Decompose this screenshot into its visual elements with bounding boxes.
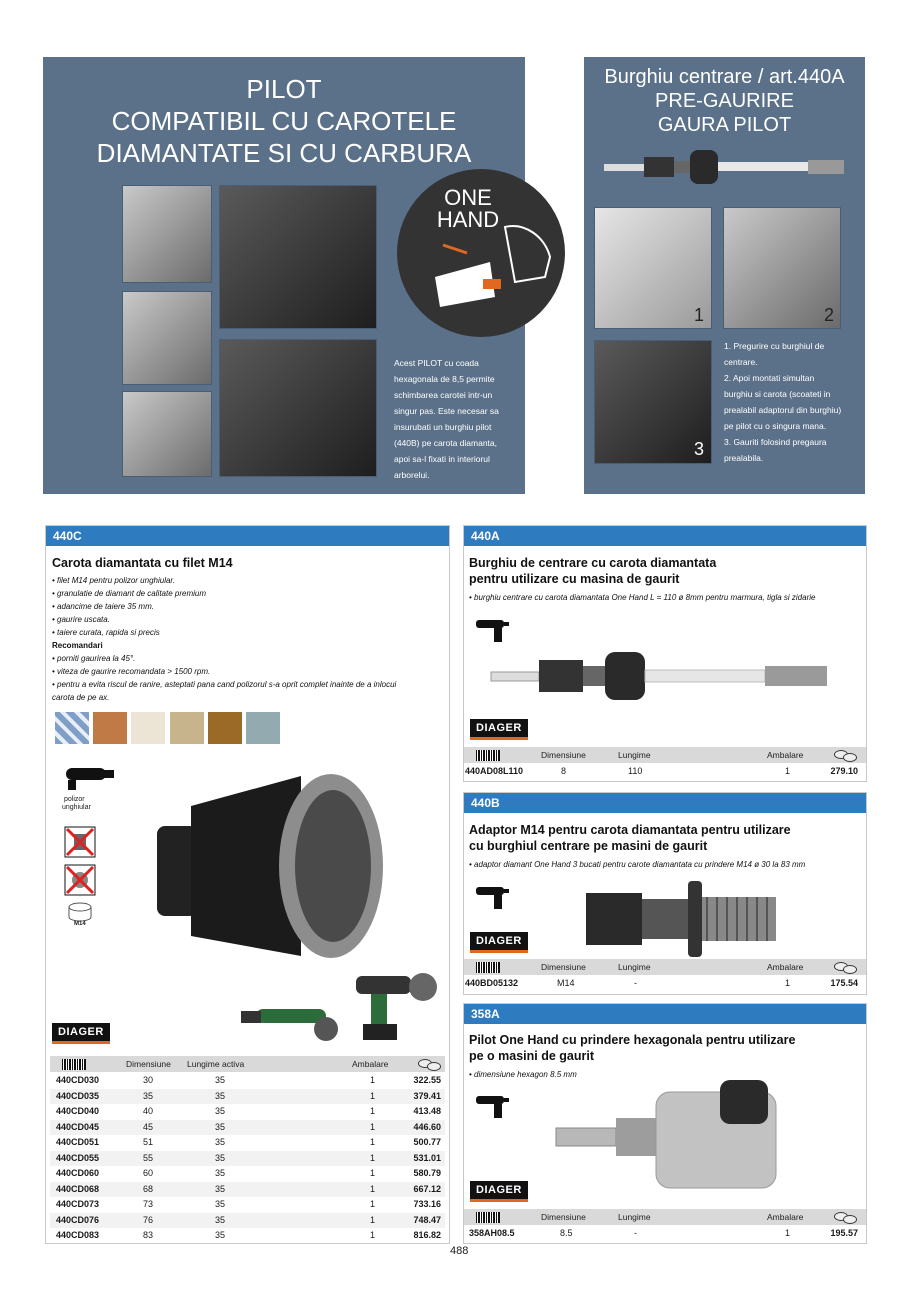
coins-icon xyxy=(834,1212,856,1222)
centering-drill-image-440a xyxy=(489,646,849,706)
material-swatch-2 xyxy=(93,712,127,744)
recommendations-title: Recomandari xyxy=(52,641,103,650)
m14-label: M14 xyxy=(74,921,86,927)
grinder-tool-image xyxy=(236,991,346,1046)
product-title-358a-2: pe o masini de gaurit xyxy=(469,1049,595,1063)
photo-hand-3 xyxy=(122,391,212,477)
table-header-440a: Dimensiune Lungime Ambalare xyxy=(464,747,866,763)
no-percussion-icon xyxy=(64,864,96,896)
material-swatch-5 xyxy=(208,712,242,744)
drill-icon-440b xyxy=(474,883,510,913)
coins-icon xyxy=(834,962,856,972)
table-row: 440CD055 55 35 1 531.01 xyxy=(50,1151,445,1166)
section-code-440b: 440B xyxy=(464,793,866,813)
centering-drill-image xyxy=(602,147,850,187)
pilot-title-2: COMPATIBIL CU CAROTELE xyxy=(111,106,457,136)
product-title-440c: Carota diamantata cu filet M14 xyxy=(52,556,233,570)
table-header-440c: Dimensiune Lungime activa Ambalare xyxy=(50,1056,445,1072)
centering-title-3: GAURA PILOT xyxy=(657,114,792,136)
product-feature-440b: • adaptor diamant One Hand 3 bucati pentru carote diamantata cu prindere M14 ø 30 la 83 mm xyxy=(469,860,806,869)
one-hand-text-1: ONE xyxy=(444,185,492,210)
section-440a xyxy=(463,525,867,782)
section-440c xyxy=(45,525,450,1244)
table-header-440b: Dimensiune Lungime Ambalare xyxy=(464,959,866,975)
photo-chuck-2 xyxy=(219,339,377,477)
photo-hand-2 xyxy=(122,291,212,385)
table-row: 440CD035 35 35 1 379.41 xyxy=(50,1089,445,1104)
product-title-440b-1: Adaptor M14 pentru carota diamantata pentru utilizare xyxy=(469,823,791,837)
table-row: 440CD040 40 35 1 413.48 xyxy=(56,1106,441,1116)
product-feature-358a: • dimensiune hexagon 8.5 mm xyxy=(469,1070,577,1079)
table-row: 440CD068 68 35 1 667.12 xyxy=(50,1182,445,1197)
core-bit-image-440c xyxy=(151,766,391,966)
pilot-title-3: DIAMANTATE SI CU CARBURA xyxy=(96,138,472,168)
product-features-440c: • filet M14 pentru polizor unghiular. • granulatie de diamant de calitate premium • adancime de taiere 35 mm. • gaurire uscata. • taiere curata, rapida si precis Recomandari • porniti gaurirea la 45°. • viteza de gaurire recomandata > 1500 rpm. • pentru a evita riscul de ranire, asteptati pana cand polizorul s-a oprit complet inainte de a inlocui carota de pe ax. xyxy=(52,576,397,702)
product-title-440b-2: cu burghiul centrare pe masini de gaurit xyxy=(469,839,708,853)
centering-title-1: Burghiu centrare / art.440A xyxy=(604,66,845,88)
product-title-440a-2: pentru utilizare cu masina de gaurit xyxy=(469,572,680,586)
barcode-icon xyxy=(476,962,500,973)
drill-icon-440a xyxy=(474,616,510,646)
drill-tool-image xyxy=(351,971,441,1046)
material-swatch-1 xyxy=(55,712,89,744)
grinder-label-2: unghiular xyxy=(62,804,91,811)
page-number: 488 xyxy=(450,1245,469,1257)
table-row: 440CD060 60 35 1 580.79 xyxy=(56,1168,441,1178)
barcode-icon xyxy=(476,750,500,761)
adapter-image-440b xyxy=(582,879,782,959)
table-row: 358AH08.5 8.5 - 1 195.57 xyxy=(469,1228,858,1238)
table-row: 440CD073 73 35 1 733.16 xyxy=(56,1199,441,1209)
grinder-label-1: polizor xyxy=(64,796,85,803)
section-358a xyxy=(463,1003,867,1244)
m14-thread-icon xyxy=(66,901,94,923)
material-swatch-3 xyxy=(131,712,165,744)
diager-logo-440c: DIAGER xyxy=(52,1023,110,1044)
step-number-3: 3 xyxy=(694,439,705,459)
pilot-image-358a xyxy=(552,1078,800,1198)
product-title-440a-1: Burghiu de centrare cu carota diamantata xyxy=(469,556,717,570)
photo-chuck-1 xyxy=(219,185,377,329)
barcode-icon xyxy=(476,1212,500,1223)
centering-steps: 1. Pregurire cu burghiul de centrare. 2. Apoi montati simultan burghiu si carota (scoateti in prealabil adaptorul din burghiu) pe pilot cu o singura mana. 3. Gauriti folosind pregaura prealabila. xyxy=(724,341,842,463)
table-row: 440BD05132 M14 - 1 175.54 xyxy=(465,978,858,988)
step-number-2: 2 xyxy=(824,305,835,325)
diager-logo-440b: DIAGER xyxy=(470,932,528,953)
coins-icon xyxy=(834,750,856,760)
section-code-358a: 358A xyxy=(464,1004,866,1024)
centering-title-2: PRE-GAURIRE xyxy=(655,90,794,112)
table-row: 440CD051 51 35 1 500.77 xyxy=(56,1137,441,1147)
product-feature-440a: • burghiu centrare cu carota diamantata One Hand L = 110 ø 8mm pentru marmura, tigla si zidarie xyxy=(469,593,816,602)
table-row: 440CD030 30 35 1 322.55 xyxy=(56,1075,441,1085)
centering-drill-banner xyxy=(584,57,865,494)
section-440b xyxy=(463,792,867,995)
barcode-icon xyxy=(62,1059,86,1070)
table-row: 440AD08L110 8 110 1 279.10 xyxy=(465,766,858,776)
one-hand-text-2: HAND xyxy=(436,207,500,232)
table-row: 440CD045 45 35 1 446.60 xyxy=(50,1120,445,1135)
drill-icon-358a xyxy=(474,1092,510,1122)
table-row: 440CD076 76 35 1 748.47 xyxy=(50,1213,445,1228)
coins-icon xyxy=(418,1059,440,1069)
no-water-icon xyxy=(64,826,96,858)
pilot-description: Acest PILOT cu coada hexagonala de 8,5 permite schimbarea carotei intr-un singur pas. Este necesar sa insurubati un burghiu pilot (440B) pe carota diamanta, apoi sa-l fixati in interiorul arborelui. xyxy=(394,358,499,480)
pilot-banner xyxy=(43,57,525,494)
step-number-1: 1 xyxy=(694,305,705,325)
diager-logo-358a: DIAGER xyxy=(470,1181,528,1202)
photo-hand-1 xyxy=(122,185,212,283)
table-header-358a: Dimensiune Lungime Ambalare xyxy=(464,1209,866,1225)
section-code-440a: 440A xyxy=(464,526,866,546)
table-row: 440CD083 83 35 1 816.82 xyxy=(56,1230,441,1240)
section-code-440c: 440C xyxy=(46,526,449,546)
angle-grinder-icon xyxy=(58,762,116,792)
diager-logo-440a: DIAGER xyxy=(470,719,528,740)
pilot-title-1: PILOT xyxy=(246,74,322,104)
material-swatch-6 xyxy=(246,712,280,744)
material-swatch-4 xyxy=(170,712,204,744)
product-title-358a-1: Pilot One Hand cu prindere hexagonala pentru utilizare xyxy=(469,1033,796,1047)
